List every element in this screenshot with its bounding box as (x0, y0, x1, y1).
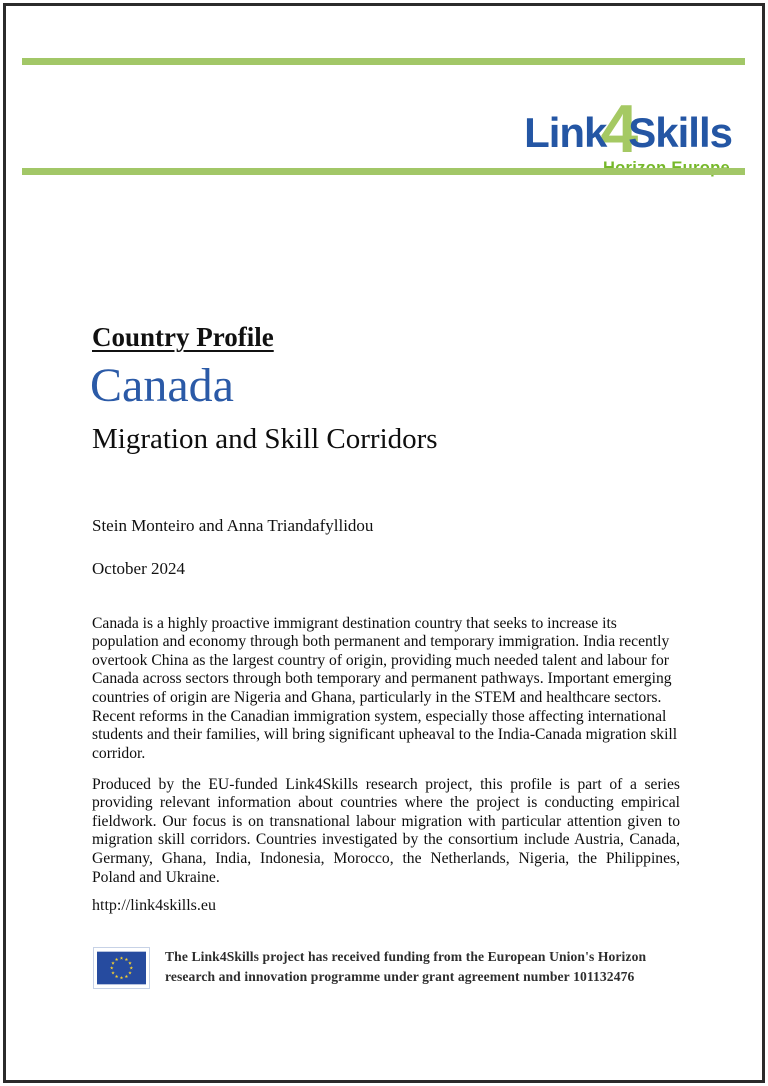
logo-wordmark (524, 90, 732, 167)
link4skills-logo (524, 90, 732, 177)
authors-line: Stein Monteiro and Anna Triandafyllidou (92, 516, 374, 535)
page-subtitle: Migration and Skill Corridors (92, 423, 438, 455)
logo-text-four: 4 (600, 91, 639, 167)
funding-footer (93, 947, 679, 989)
funding-note-text: The Link4Skills project has received funding from the European Union's Horizon research and innovation programme under grant agreement number 101132476 (165, 949, 647, 984)
eyebrow-country-profile: Country Profile (92, 322, 274, 352)
intro-paragraph: Canada is a highly proactive immigrant destination country that seeks to increase its population and economy through both permanent and temporary immigration. India recently overtook China as the largest country of origin, providing much needed talent and labour for Canada across sectors through both temporary and permanent pathways. Important emerging countries of origin are Nigeria and Ghana, particularly in the STEM and healthcare sectors. Recent reforms in the Canadian immigration system, especially those affecting international students and their families, will bring significant upheaval to the India-Canada migration skill corridor. (92, 614, 678, 762)
header-green-rule (22, 168, 745, 175)
top-green-rule (22, 58, 745, 65)
eu-flag-icon (93, 947, 150, 989)
publication-date: October 2024 (92, 559, 186, 578)
page-title: Canada (90, 359, 234, 412)
series-paragraph: Produced by the EU-funded Link4Skills research project, this profile is part of a series providing relevant information about countries where the project is conducting empirical fieldwork. Our focus is on transnational labour migration with particular attention given to migration skill corridors. Countries investigated by the consortium include Austria, Canada, Germany, Ghana, India, Indonesia, Morocco, the Netherlands, Nigeria, the Philippines, Poland and Ukraine. (92, 775, 680, 886)
project-website-link[interactable]: http://link4skills.eu (92, 897, 217, 914)
logo-text-link: Link (524, 109, 607, 156)
logo-text-skills: Skills (628, 109, 732, 156)
